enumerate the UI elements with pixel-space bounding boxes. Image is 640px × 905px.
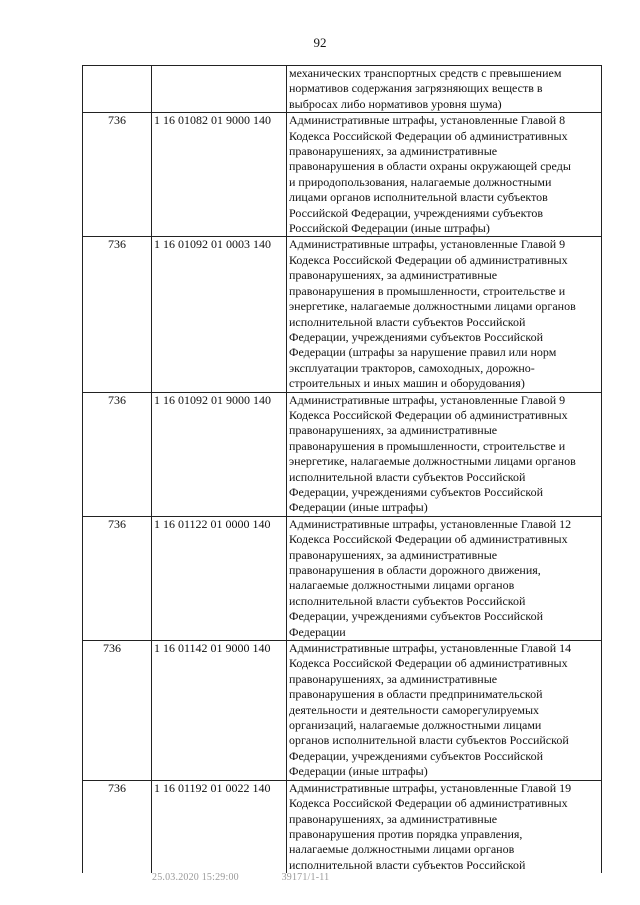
description-line: Федерации	[289, 624, 346, 639]
budget-code-cell: 1 16 01122 01 0000 140	[152, 516, 287, 640]
budget-code-cell: 1 16 01082 01 9000 140	[152, 113, 287, 237]
description-line: Федерации (иные штрафы)	[289, 500, 428, 515]
description-line: Российской Федерации, учреждениями субъектов	[289, 205, 544, 220]
budget-codes-table	[82, 65, 602, 873]
description-line: энергетике, налагаемые должностными лицами органов	[289, 299, 576, 314]
description-line: Кодекса Российской Федерации об административных	[289, 532, 568, 547]
description-line: эксплуатации тракторов, самоходных, дорожно-	[289, 360, 535, 375]
description-line: Кодекса Российской Федерации об административных	[289, 796, 568, 811]
description-line: и природопользования, налагаемые должностными	[289, 174, 552, 189]
description-line: правонарушения в области дорожного движения,	[289, 563, 541, 577]
table-row	[83, 780, 602, 873]
admin-code-cell: 736	[83, 113, 152, 237]
description-line: правонарушениях, за административные	[289, 811, 498, 826]
description-line: Федерации, учреждениями субъектов Российской	[289, 329, 544, 344]
admin-code-cell: 736	[83, 392, 152, 516]
description-line: строительных и иных машин и оборудования)	[289, 376, 525, 391]
description-line: правонарушения против порядка управления,	[289, 826, 523, 841]
description-line: правонарушения в области охраны окружающей среды	[289, 159, 571, 174]
description-cell	[287, 392, 602, 516]
description-line: исполнительной власти субъектов Российской	[289, 314, 526, 329]
description-line: Федерации, учреждениями субъектов Российской	[289, 748, 544, 763]
description-line: правонарушениях, за административные	[289, 423, 498, 438]
description-line: налагаемые должностными лицами органов	[289, 578, 515, 593]
admin-code-cell	[83, 66, 152, 113]
table-row	[83, 516, 602, 640]
description-line: исполнительной власти субъектов Российской	[289, 593, 526, 608]
document-footer	[152, 872, 329, 883]
budget-code-cell: 1 16 01192 01 0022 140	[152, 780, 287, 873]
table-row	[83, 641, 602, 781]
description-line: органов исполнительной власти субъектов Российской	[289, 733, 569, 748]
page-number: 92	[313, 35, 327, 50]
table-row	[83, 237, 602, 392]
description-cell	[287, 780, 602, 873]
description-line: Административные штрафы, установленные Главой 12	[289, 516, 572, 531]
description-line: Федерации (штрафы за нарушение правил или норм	[289, 345, 557, 360]
description-line: правонарушениях, за административные	[289, 671, 498, 686]
admin-code-cell: 736	[83, 780, 152, 873]
description-line: Кодекса Российской Федерации об административных	[289, 128, 568, 143]
description-line: правонарушениях, за административные	[289, 547, 498, 562]
description-line: правонарушения в промышленности, строительстве и	[289, 283, 566, 298]
description-line: исполнительной власти субъектов Российской	[289, 469, 526, 484]
description-line: деятельности и деятельности саморегулируемых	[289, 702, 540, 717]
table-row	[83, 113, 602, 237]
table-row	[83, 392, 602, 516]
description-line: выбросах либо нормативов уровня шума)	[289, 96, 502, 111]
description-line: Административные штрафы, установленные Главой 19	[289, 780, 572, 795]
description-line: правонарушения в промышленности, строительстве и	[289, 438, 566, 453]
budget-code-cell: 1 16 01142 01 9000 140	[152, 641, 287, 781]
admin-code-cell: 736	[83, 641, 152, 781]
description-line: Административные штрафы, установленные Главой 9	[289, 392, 566, 407]
description-line: Федерации (иные штрафы)	[289, 764, 428, 779]
description-line: Российской Федерации (иные штрафы)	[289, 221, 490, 236]
footer-document-id: 39171/1-11	[281, 872, 330, 883]
description-line: правонарушения в области предпринимательской	[289, 687, 543, 702]
description-line: Административные штрафы, установленные Главой 8	[289, 113, 566, 128]
description-line: Административные штрафы, установленные Главой 14	[289, 641, 572, 656]
description-line: правонарушениях, за административные	[289, 268, 498, 283]
description-line: лицами органов исполнительной власти субъектов	[289, 190, 548, 205]
description-line: энергетике, налагаемые должностными лицами органов	[289, 454, 576, 469]
description-line: налагаемые должностными лицами органов	[289, 842, 515, 857]
budget-code-cell: 1 16 01092 01 9000 140	[152, 392, 287, 516]
description-line: Кодекса Российской Федерации об административных	[289, 252, 568, 267]
table-row	[83, 66, 602, 113]
description-line: Кодекса Российской Федерации об административных	[289, 656, 568, 671]
description-cell	[287, 516, 602, 640]
description-line: Административные штрафы, установленные Главой 9	[289, 237, 566, 252]
description-line: Кодекса Российской Федерации об административных	[289, 407, 568, 422]
description-cell	[287, 113, 602, 237]
admin-code-cell: 736	[83, 237, 152, 392]
description-line: организаций, налагаемые должностными лицами	[289, 718, 542, 733]
budget-code-cell	[152, 66, 287, 113]
description-line: механических транспортных средств с превышением	[289, 66, 562, 80]
description-line: нормативов содержания загрязняющих веществ в	[289, 81, 543, 96]
description-line: Федерации, учреждениями субъектов Российской	[289, 484, 544, 499]
description-line: исполнительной власти субъектов Российской	[289, 857, 526, 872]
description-line: правонарушениях, за административные	[289, 144, 498, 159]
description-cell	[287, 66, 602, 113]
budget-code-cell: 1 16 01092 01 0003 140	[152, 237, 287, 392]
footer-timestamp: 25.03.2020 15:29:00	[152, 872, 239, 883]
description-line: Федерации, учреждениями субъектов Российской	[289, 609, 544, 624]
admin-code-cell: 736	[83, 516, 152, 640]
description-cell	[287, 237, 602, 392]
description-cell	[287, 641, 602, 781]
